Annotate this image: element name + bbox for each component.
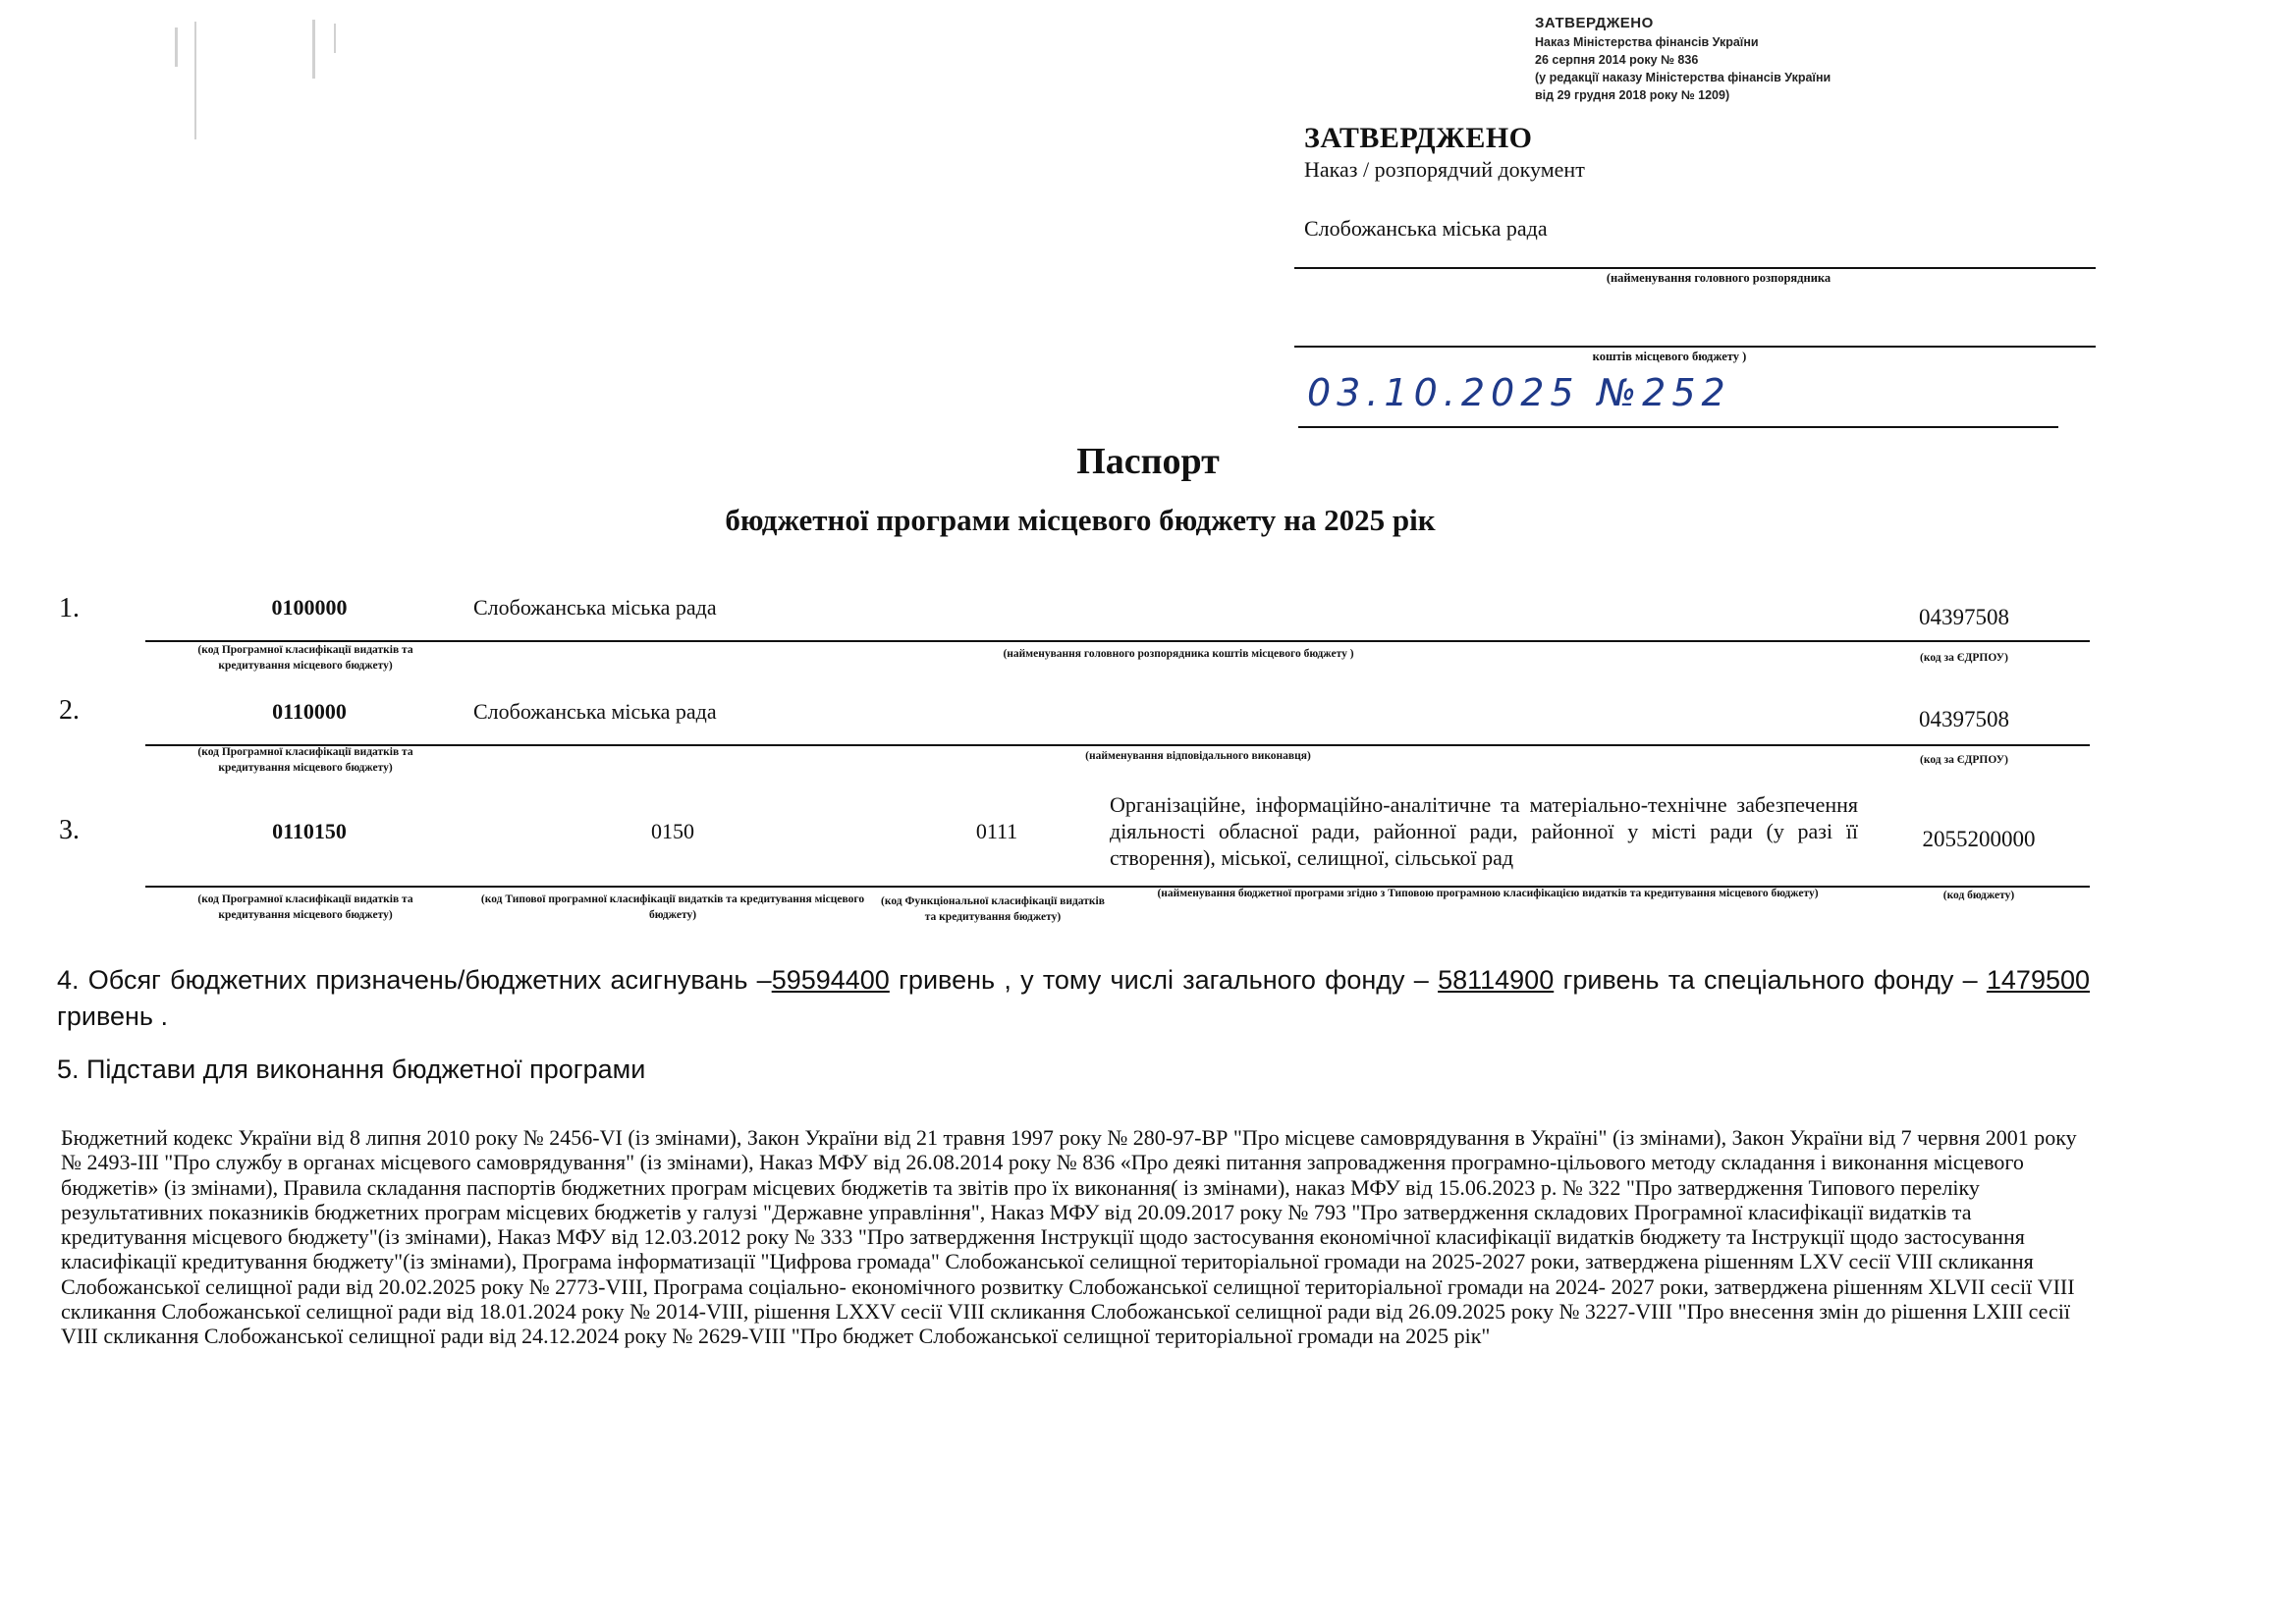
small-approval-line: від 29 грудня 2018 року № 1209) <box>1535 88 1730 102</box>
row-number: 1. <box>59 593 80 623</box>
caption-functional-code: (код Функціональної класифікації видатків та кредитування бюджету) <box>881 895 1105 923</box>
section-5-body: Бюджетний кодекс України від 8 липня 2010 року № 2456-VI (із змінами), Закон України від 21 травня 1997 року № 280-97-ВР "Про місцеве самоврядування в Україні" (із змінами), Закон України від 7 червня 2001 року № 2493-III "Про службу в органах місцевого самоврядування" (із змінами), Наказ МФУ від 26.08.2014 року № 836 «Про деякі питання запровадження програмно-цільового методу складання і виконання місцевого бюджетів» (із змінами), Правила складання паспортів бюджетних програм місцевих бюджетів та звітів про їх виконання( із змінами), наказ МФУ від 15.06.2023 р. № 322 "Про затвердження Типового переліку результативних показників бюджетних програм місцевих бюджетів у галузі "Державне управління", Наказ МФУ від 20.09.2017 року № 793 "Про затвердження складових Програмної класифікації видатків та кредитування місцевого бюджету"(із змінами), Наказ МФУ від 12.03.2012 року № 333 "Про затвердження Інструкції щодо застосування економічної класифікації видатків бюджету та Інструкції щодо застосування класифікації кредитування бюджету"(із змінами), Програма інформатизації "Цифрова громада" Слобожанської селищної територіальної громади на 2025-2027 роки, затверджена рішенням LXV сесії VIII скликання Слобожанської селищної ради від 20.02.2025 року № 2773-VIII, Програма соціально- економічного розвитку Слобожанської селищної територіальної громади на 2024- 2027 роки, затверджена рішенням XLVII сесії VIII скликання Слобожанської селищної ради від 18.01.2024 року № 2014-VIII, рішення LXXV сесії VIII скликання Слобожанської селищної ради від 26.09.2025 року № 3227-VIII "Про внесення змін до рішення LXIII сесії VIII скликання Слобожанської селищної ради від 24.12.2024 року № 2629-VIII "Про бюджет Слобожанської селищної територіальної громади на 2025 рік" <box>61 1125 2077 1349</box>
budget-code: 2055200000 <box>1922 827 2036 851</box>
program-code: 0110150 <box>272 819 347 843</box>
general-fund-amount: 58114900 <box>1438 965 1555 995</box>
caption-executor-name: (найменування відповідального виконавця) <box>1085 750 1311 762</box>
caption-edrpou: (код за ЄДРПОУ) <box>1920 754 2008 766</box>
approval-doc-type: Наказ / розпорядчий документ <box>1304 157 1585 182</box>
document-title: Паспорт <box>1076 441 1220 482</box>
small-approval-stamp <box>1535 14 1831 104</box>
edrpou-code: 04397508 <box>1919 707 2009 731</box>
row-number: 2. <box>59 695 80 726</box>
budget-program-name: Організаційне, інформаційно-аналітичне та матеріально-технічне забезпечення діяльності обласної ради, районної ради, районної у місті ради (у разі її створення), міської, селищної, сільської рад <box>1110 792 1858 870</box>
scan-artifact <box>334 24 336 53</box>
program-code: 0110000 <box>272 699 347 724</box>
functional-code: 0111 <box>975 819 1018 843</box>
section-4-budget-volume <box>57 962 2090 1035</box>
document-subtitle: бюджетної програми місцевого бюджету на 2025 рік <box>725 503 1436 537</box>
small-approval-line: 26 серпня 2014 року № 836 <box>1535 53 1699 67</box>
handwritten-date-number: 03.10.2025 №252 <box>1307 371 1731 414</box>
date-number-underline <box>1298 426 2058 428</box>
scan-artifact <box>175 27 178 67</box>
program-code: 0100000 <box>271 595 348 620</box>
scan-artifact <box>194 22 196 139</box>
small-approval-line: Наказ Міністерства фінансів України <box>1535 35 1759 49</box>
caption-program-code: (код Програмної класифікації видатків та кредитування місцевого бюджету) <box>197 893 413 921</box>
caption-program-name: (найменування бюджетної програми згідно з Типовою програмною класифікацією видатків та кредитування місцевого бюджету) <box>1157 888 1819 899</box>
scan-artifact <box>312 20 315 79</box>
section-4-suffix: гривень . <box>57 1001 168 1031</box>
caption-typical-code: (код Типової програмної класифікації видатків та кредитування місцевого бюджету) <box>480 893 865 921</box>
caption-manager-name: (найменування головного розпорядника коштів місцевого бюджету ) <box>1003 648 1354 660</box>
approval-title: ЗАТВЕРДЖЕНО <box>1304 122 1533 154</box>
approval-organization: Слобожанська міська рада <box>1304 216 1548 241</box>
caption-program-code: (код Програмної класифікації видатків та кредитування місцевого бюджету) <box>197 644 413 672</box>
approval-funds-underline <box>1294 346 2096 348</box>
section-5-title: 5. Підстави для виконання бюджетної програми <box>57 1055 646 1084</box>
total-amount: 59594400 <box>771 965 890 995</box>
typical-program-code: 0150 <box>651 819 694 843</box>
approval-caption-funds: коштів місцевого бюджету ) <box>1592 350 1747 363</box>
approval-org-underline <box>1294 267 2096 269</box>
edrpou-code: 04397508 <box>1919 605 2009 629</box>
responsible-executor-name: Слобожанська міська рада <box>473 699 717 724</box>
row-number: 3. <box>59 815 80 845</box>
caption-budget-code: (код бюджету) <box>1942 890 2015 901</box>
section-4-mid2: гривень та спеціального фонду – <box>1554 965 1987 995</box>
small-approval-line: (у редакції наказу Міністерства фінансів України <box>1535 71 1831 84</box>
approval-caption-main: (найменування головного розпорядника <box>1606 271 1831 285</box>
caption-program-code: (код Програмної класифікації видатків та кредитування місцевого бюджету) <box>197 746 413 774</box>
section-4-prefix: 4. Обсяг бюджетних призначень/бюджетних асигнувань – <box>57 965 772 995</box>
main-manager-name: Слобожанська міська рада <box>473 595 717 620</box>
section-4-mid1: гривень , у тому числі загального фонду – <box>889 965 1439 995</box>
small-approval-heading: ЗАТВЕРДЖЕНО <box>1535 15 1654 31</box>
special-fund-amount: 1479500 <box>1986 965 2091 995</box>
caption-edrpou: (код за ЄДРПОУ) <box>1920 652 2008 664</box>
